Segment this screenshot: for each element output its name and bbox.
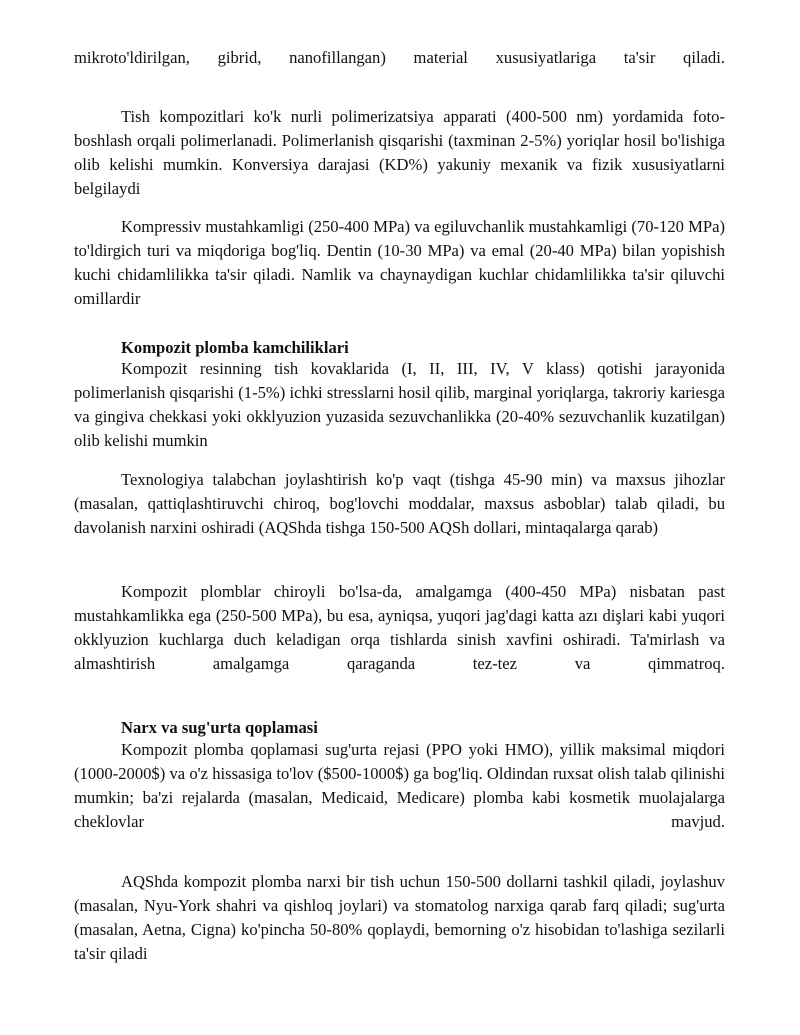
- paragraph-technology: [74, 468, 725, 540]
- section-heading-insurance: [74, 716, 725, 740]
- paragraph-text: mikroto'ldirilgan, gibrid, nanofillangan) material xususiyatlariga ta'sir qiladi.: [74, 48, 725, 67]
- paragraph-coverage: [74, 738, 725, 834]
- paragraph-shrinkage: [74, 357, 725, 453]
- paragraph-amalgam: [74, 580, 725, 676]
- paragraph-text: Texnologiya talabchan joylashtirish ko'p vaqt (tishga 45-90 min) va maxsus jihozlar (masalan, qattiqlashtiruvchi chiroq, bog'lovchi moddalar, maxsus asboblar) talab qiladi, bu davolanish narxini oshiradi (AQShda tishga 150-500 AQSh dollari, mintaqalarga qarab): [74, 470, 725, 537]
- paragraph-price: [74, 870, 725, 966]
- paragraph-text: Kompozit resinning tish kovaklarida (I, II, III, IV, V klass) qotishi jarayonida polimerlanish qisqarishi (1-5%) ichki stresslarni hosil qilib, marginal yoriqlarga, takroriy kariesga va gingiva chekkasi yoki okklyuzion yuzasida sezuvchanlikka (20-40% sezuvchanlik kuzatilgan) olib kelishi mumkin: [74, 359, 725, 450]
- paragraph-continuation: [74, 46, 725, 70]
- paragraph-strength: [74, 215, 725, 311]
- paragraph-text: Kompozit plomblar chiroyli bo'lsa-da, amalgamga (400-450 MPa) nisbatan past mustahkamlikka ega (250-500 MPa), bu esa, ayniqsa, yuqori jag'dagi katta azı dişlari kabi yuqori okklyuzion kuchlarga duch keladigan orqa tishlarda sinish xavfini oshiradi. Ta'mirlash va almashtirish amalgamga qaraganda tez-tez va qimmatroq.: [74, 582, 725, 673]
- paragraph-polymerization: [74, 105, 725, 201]
- paragraph-text: Tish kompozitlari ko'k nurli polimerizatsiya apparati (400-500 nm) yordamida foto-boshlash orqali polimerlanadi. Polimerlanish qisqarishi (taxminan 2-5%) yoriqlar hosil bo'lishiga olib kelishi mumkin. Konversiya darajasi (KD%) yakuniy mexanik va fizik xususiyatlarni belgilaydi: [74, 107, 725, 198]
- section-heading: Narx va sug'urta qoplamasi: [121, 718, 318, 737]
- paragraph-text: AQShda kompozit plomba narxi bir tish uchun 150-500 dollarni tashkil qiladi, joylashuv (masalan, Nyu-York shahri va qishloq joylari) va stomatolog narxiga qarab farq qiladi; sug'urta (masalan, Aetna, Cigna) ko'pincha 50-80% qoplaydi, bemorning o'z hisobidan to'lashiga sezilarli ta'sir qiladi: [74, 872, 725, 963]
- paragraph-text: Kompozit plomba qoplamasi sug'urta rejasi (PPO yoki HMO), yillik maksimal miqdori (1000-2000$) va o'z hissasiga to'lov ($500-1000$) ga bog'liq. Oldindan ruxsat olish talab qilinishi mumkin; ba'zi rejalarda (masalan, Medicaid, Medicare) plomba kabi kosmetik muolajalarga cheklovlar mavjud.: [74, 740, 725, 831]
- section-heading: Kompozit plomba kamchiliklari: [121, 338, 349, 357]
- paragraph-text: Kompressiv mustahkamligi (250-400 MPa) va egiluvchanlik mustahkamligi (70-120 MPa) to'ldirgich turi va miqdoriga bog'liq. Dentin (10-30 MPa) va emal (20-40 MPa) bilan yopishish kuchi chidamlilikka ta'sir qiladi. Namlik va chaynaydigan kuchlar chidamlilikka ta'sir qiluvchi omillardir: [74, 217, 725, 308]
